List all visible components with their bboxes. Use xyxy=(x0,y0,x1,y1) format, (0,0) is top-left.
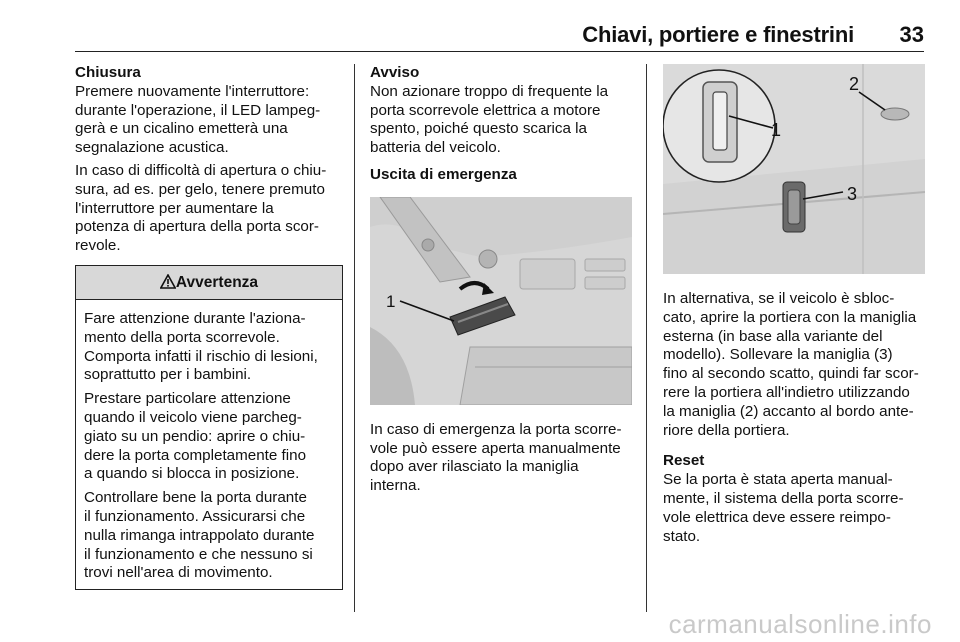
text-line: esterna (in base alla variante del xyxy=(663,327,883,345)
text-line: la maniglia (2) accanto al bordo ante- xyxy=(663,402,914,420)
text-line: nulla rimanga intrappolato durante xyxy=(84,526,315,544)
text-line: potenza di apertura della porta scor- xyxy=(75,218,319,236)
warning-body xyxy=(76,300,342,589)
figure-label-1: 1 xyxy=(386,291,396,311)
section-heading-chiusura: Chiusura xyxy=(75,64,141,81)
text-line: stato. xyxy=(663,527,701,545)
text-line: batteria del veicolo. xyxy=(370,139,501,157)
text-line: In caso di emergenza la porta scorre- xyxy=(370,420,622,438)
text-line: mente, il sistema della porta scorre- xyxy=(663,489,904,507)
text-line: gerà e un cicalino emetterà una xyxy=(75,120,288,138)
text-line: Fare attenzione durante l'aziona- xyxy=(84,309,306,327)
section-heading-reset: Reset xyxy=(663,452,705,470)
warning-header xyxy=(76,266,342,300)
page-header-title: Chiavi, portiere e finestrini xyxy=(582,22,854,47)
text-line: Comporta infatti il rischio di lesioni, xyxy=(84,347,318,365)
text-line: Prestare particolare attenzione xyxy=(84,390,291,408)
paragraph-alternativa xyxy=(663,290,925,440)
page-number: 33 xyxy=(899,22,924,47)
text-line: dopo aver rilasciato la maniglia xyxy=(370,458,579,476)
column-divider-2 xyxy=(646,64,647,612)
text-line: il funzionamento e che nessuno si xyxy=(84,545,313,563)
text-line: soprattutto per i bambini. xyxy=(84,366,252,384)
text-line: Non azionare troppo di frequente la xyxy=(370,82,609,100)
paragraph-reset xyxy=(663,471,925,546)
paragraph-difficolta xyxy=(75,162,343,256)
watermark: carmanualsonline.info xyxy=(668,609,932,639)
text-line: dere la porta completamente fino xyxy=(84,446,307,464)
column-right xyxy=(663,64,925,550)
text-line: porta scorrevole elettrica a motore xyxy=(370,101,601,119)
figure-label-2: 2 xyxy=(849,74,860,94)
text-line: In caso di difficoltà di apertura o chiu- xyxy=(75,161,327,179)
door-handle-figure xyxy=(663,64,925,274)
figure-label-1: 1 xyxy=(771,120,782,140)
warning-paragraph xyxy=(84,310,334,385)
column-left xyxy=(75,64,343,590)
text-line: spento, poiché questo scarica la xyxy=(370,120,587,138)
text-line: Premere nuovamente l'interruttore: xyxy=(75,82,310,100)
text-line: Controllare bene la porta durante xyxy=(84,489,307,507)
text-line: cato, aprire la portiera con la maniglia xyxy=(663,308,917,326)
notice-heading: Avviso xyxy=(370,64,420,81)
paragraph-chiusura xyxy=(75,83,343,158)
text-line: segnalazione acustica. xyxy=(75,139,229,157)
figure-label-3: 3 xyxy=(847,184,858,204)
text-line: mento della porta scorrevole. xyxy=(84,328,280,346)
warning-box xyxy=(75,265,343,590)
emergency-caption xyxy=(370,421,632,496)
text-line: interna. xyxy=(370,477,421,495)
warning-paragraph xyxy=(84,489,334,583)
text-line: trovi nell'area di movimento. xyxy=(84,564,273,582)
text-line: vole elettrica deve essere reimpo- xyxy=(663,508,891,526)
text-line: durante l'operazione, il LED lampeg- xyxy=(75,101,321,119)
emergency-exit-figure xyxy=(370,197,632,405)
notice-text xyxy=(370,83,632,158)
column-middle xyxy=(370,64,632,500)
text-line: giato su un pendio: aprire o chiu- xyxy=(84,427,306,445)
text-line: vole può essere aperta manualmente xyxy=(370,439,621,457)
text-line: riore della portiera. xyxy=(663,421,790,439)
text-line: In alternativa, se il veicolo è sbloc- xyxy=(663,290,895,307)
text-line: quando il veicolo viene parcheg- xyxy=(84,408,302,426)
text-line: sura, ad es. per gelo, tenere premuto xyxy=(75,180,325,198)
text-line: il funzionamento. Assicurarsi che xyxy=(84,507,306,525)
warning-paragraph xyxy=(84,390,334,484)
text-line: revole. xyxy=(75,237,121,255)
section-heading-uscita: Uscita di emergenza xyxy=(370,165,517,183)
text-line: Se la porta è stata aperta manual- xyxy=(663,471,893,489)
header-rule xyxy=(75,51,924,52)
text-line: l'interruttore per aumentare la xyxy=(75,199,274,217)
text-line: fino al secondo scatto, quindi far scor- xyxy=(663,365,919,383)
text-line: modello). Sollevare la maniglia (3) xyxy=(663,346,893,364)
warning-title: Avvertenza xyxy=(175,273,259,291)
warning-triangle-icon xyxy=(160,274,176,289)
text-line: rere la portiera all'indietro utilizzando xyxy=(663,383,910,401)
column-divider-1 xyxy=(354,64,355,612)
text-line: a quando si blocca in posizione. xyxy=(84,465,300,483)
